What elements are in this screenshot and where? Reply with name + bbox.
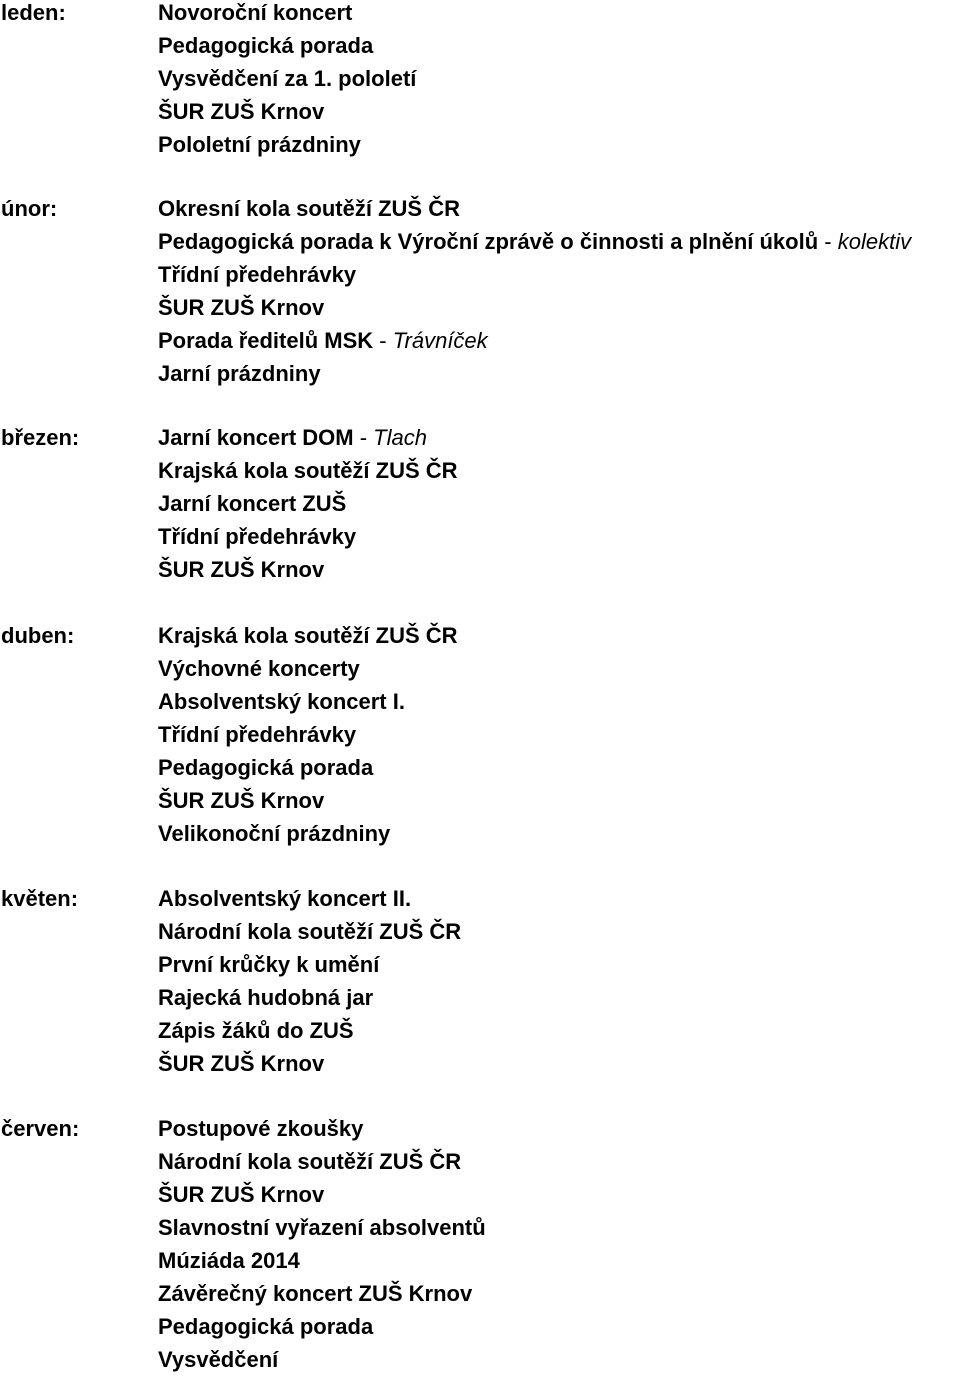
event-item	[158, 454, 458, 487]
event-item	[158, 487, 458, 520]
event-list	[158, 421, 458, 586]
event-item	[158, 751, 458, 784]
event-list	[158, 0, 416, 161]
event-title: ŠUR ZUŠ Krnov	[158, 99, 325, 124]
event-separator: -	[353, 425, 374, 450]
event-item	[158, 817, 458, 850]
event-responsible: Trávníček	[392, 328, 488, 353]
event-item	[158, 619, 458, 652]
event-item	[158, 421, 458, 454]
event-item	[158, 1310, 486, 1343]
event-item	[158, 1112, 486, 1145]
event-item	[158, 192, 911, 225]
event-title: Třídní předehrávky	[158, 722, 357, 747]
event-title: Třídní předehrávky	[158, 262, 357, 287]
event-item	[158, 1014, 461, 1047]
event-item	[158, 357, 911, 390]
event-list	[158, 882, 461, 1080]
event-separator: -	[818, 229, 838, 254]
event-item	[158, 258, 911, 291]
event-item	[158, 1145, 486, 1178]
event-title: Velikonoční prázdniny	[158, 821, 391, 846]
event-title: Vysvědčení	[158, 1347, 279, 1372]
event-item	[158, 915, 461, 948]
event-title: Pedagogická porada	[158, 33, 374, 58]
event-list	[158, 1112, 486, 1376]
event-title: Výchovné koncerty	[158, 656, 360, 681]
event-responsible: kolektiv	[837, 229, 912, 254]
event-title: Novoroční koncert	[158, 0, 353, 25]
event-item	[158, 0, 416, 29]
event-item	[158, 1244, 486, 1277]
event-list	[158, 619, 458, 850]
event-title: Pedagogická porada k Výroční zprávě o činnosti a plnění úkolů	[158, 229, 819, 254]
event-title: Zápis žáků do ZUŠ	[158, 1018, 354, 1043]
event-title: Krajská kola soutěží ZUŠ ČR	[158, 623, 458, 648]
event-title: ŠUR ZUŠ Krnov	[158, 1182, 325, 1207]
month-label: duben:	[1, 623, 75, 648]
event-title: Porada ředitelů MSK	[158, 328, 374, 353]
event-title: Třídní předehrávky	[158, 524, 357, 549]
event-title: Národní kola soutěží ZUŠ ČR	[158, 919, 462, 944]
event-item	[158, 1178, 486, 1211]
month-label: leden:	[1, 0, 66, 25]
event-title: ŠUR ZUŠ Krnov	[158, 1051, 325, 1076]
event-title: Slavnostní vyřazení absolventů	[158, 1215, 486, 1240]
event-title: Závěrečný koncert ZUŠ Krnov	[158, 1281, 473, 1306]
event-title: Národní kola soutěží ZUŠ ČR	[158, 1149, 462, 1174]
event-title: Pololetní prázdniny	[158, 132, 361, 157]
event-title: Múziáda 2014	[158, 1248, 300, 1273]
event-item	[158, 1211, 486, 1244]
event-item	[158, 718, 458, 751]
event-title: Absolventský koncert II.	[158, 886, 412, 911]
event-item	[158, 784, 458, 817]
event-title: Jarní koncert ZUŠ	[158, 491, 347, 516]
event-item	[158, 225, 911, 258]
event-item	[158, 981, 461, 1014]
event-title: Okresní kola soutěží ZUŠ ČR	[158, 196, 460, 221]
month-label: květen:	[1, 886, 79, 911]
event-item	[158, 652, 458, 685]
event-title: Pedagogická porada	[158, 755, 374, 780]
event-item	[158, 324, 911, 357]
event-title: Vysvědčení za 1. pololetí	[158, 66, 417, 91]
event-item	[158, 29, 416, 62]
event-item	[158, 948, 461, 981]
event-title: Postupové zkoušky	[158, 1116, 364, 1141]
event-title: Jarní koncert DOM	[158, 425, 354, 450]
event-item	[158, 1047, 461, 1080]
event-list	[158, 192, 911, 390]
event-separator: -	[373, 328, 393, 353]
event-item	[158, 882, 461, 915]
event-item	[158, 1343, 486, 1376]
month-label: únor:	[1, 196, 58, 221]
event-item	[158, 553, 458, 586]
event-item	[158, 95, 416, 128]
month-label: březen:	[1, 425, 80, 450]
event-responsible: Tlach	[373, 425, 427, 450]
event-title: ŠUR ZUŠ Krnov	[158, 295, 325, 320]
event-title: Rajecká hudobná jar	[158, 985, 374, 1010]
event-item	[158, 62, 416, 95]
event-title: ŠUR ZUŠ Krnov	[158, 557, 325, 582]
month-label: červen:	[1, 1116, 80, 1141]
event-item	[158, 1277, 486, 1310]
event-title: ŠUR ZUŠ Krnov	[158, 788, 325, 813]
event-item	[158, 520, 458, 553]
event-item	[158, 291, 911, 324]
event-title: Jarní prázdniny	[158, 361, 321, 386]
event-title: Pedagogická porada	[158, 1314, 374, 1339]
event-item	[158, 685, 458, 718]
event-title: První krůčky k umění	[158, 952, 380, 977]
event-title: Krajská kola soutěží ZUŠ ČR	[158, 458, 458, 483]
event-title: Absolventský koncert I.	[158, 689, 405, 714]
event-item	[158, 128, 416, 161]
